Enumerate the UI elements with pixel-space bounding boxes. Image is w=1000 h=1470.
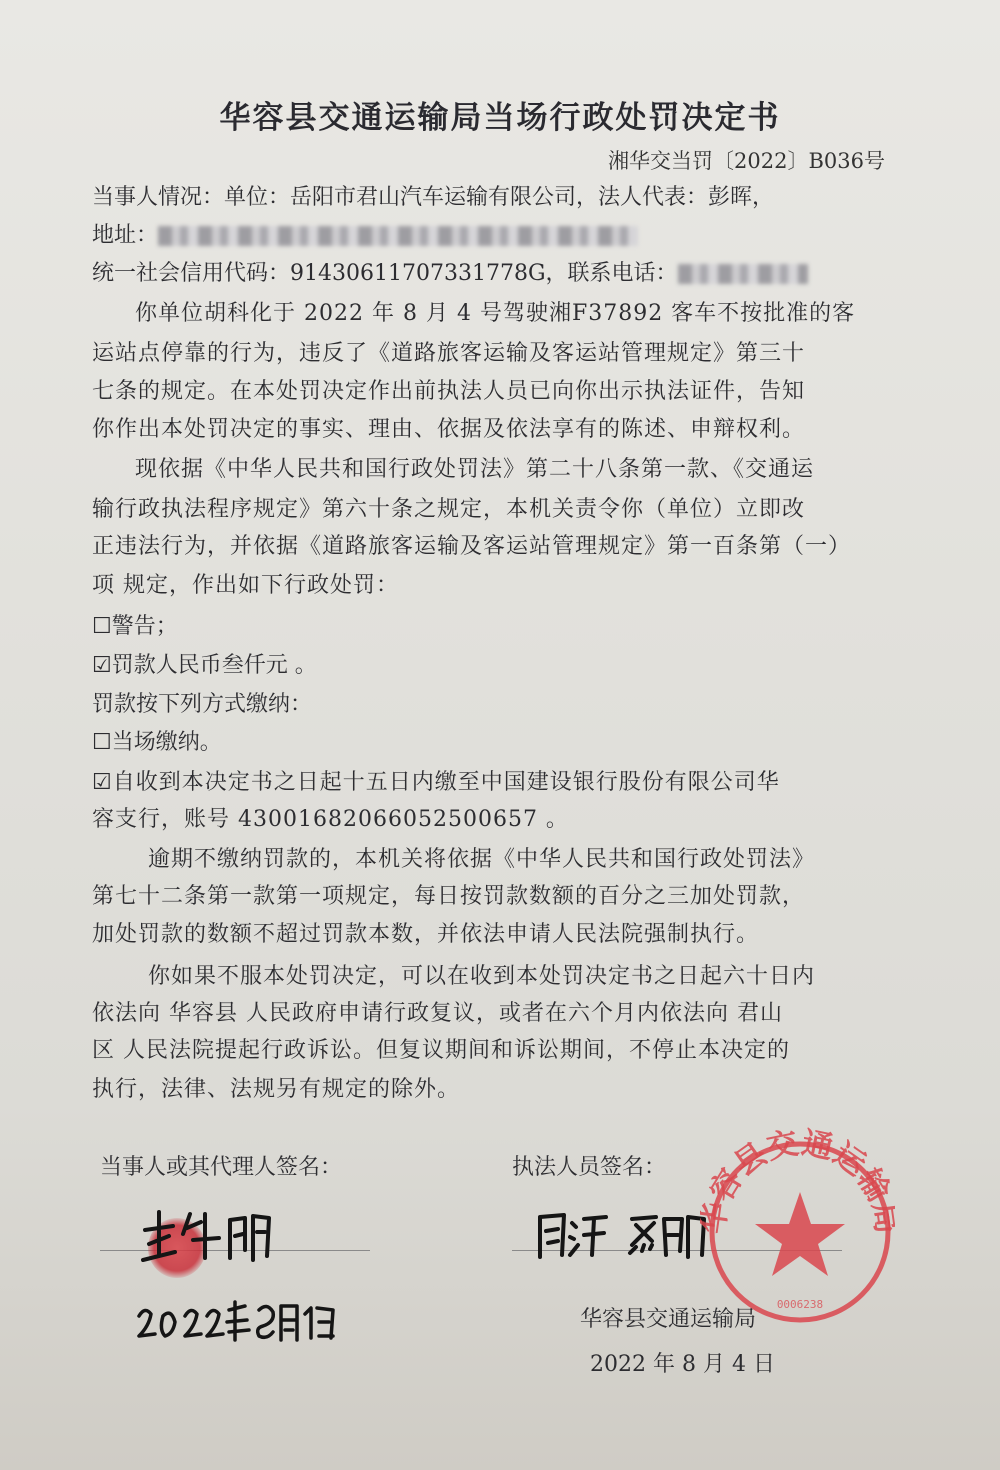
para2-line: 输行政执法程序规定》第六十条之规定，本机关责令你（单位）立即改: [92, 497, 806, 522]
seal-text: 容县交通运输: [703, 1125, 895, 1208]
para3-line: 逾期不缴纳罚款的，本机关将依据《中华人民共和国行政处罚法》: [148, 847, 816, 872]
para3-line: 第七十二条第一款第一项规定，每日按罚款数额的百分之三加处罚款，: [92, 884, 806, 909]
option-fine: ☑罚款人民币叁仟元 。: [92, 653, 317, 678]
payment-heading: 罚款按下列方式缴纳：: [92, 692, 313, 717]
credit-code-text: 统一社会信用代码：91430611707331778G，联系电话：: [92, 261, 678, 286]
party-signature: [135, 1200, 285, 1270]
para4-line: 依法向 华容县 人民政府申请行政复议，或者在六个月内依法向 君山: [92, 1001, 783, 1026]
issuing-authority: 华容县交通运输局: [580, 1307, 757, 1332]
party-signature-label: 当事人或其代理人签名：: [100, 1155, 343, 1180]
para4-line: 区 人民法院提起行政诉讼。但复议期间和诉讼期间，不停止本决定的: [92, 1038, 790, 1063]
option-warning: ☐警告；: [92, 614, 178, 639]
option-bank-line: 容支行，账号 43001682066052500657 。: [92, 807, 569, 832]
seal-code: 0006238: [776, 1298, 824, 1311]
officer-signature: [532, 1205, 712, 1265]
party-sign-date: [135, 1292, 345, 1352]
document-title: 华容县交通运输局当场行政处罚决定书: [219, 100, 781, 136]
para1-line: 运站点停靠的行为，违反了《道路旅客运输及客运站管理规定》第三十: [92, 341, 806, 366]
redacted-address: [158, 226, 638, 246]
para3-line: 加处罚款的数额不超过罚款本数，并依法申请人民法院强制执行。: [92, 922, 760, 947]
para2-line: 现依据《中华人民共和国行政处罚法》第二十八条第一款、《交通运: [135, 457, 815, 482]
party-info-line: 当事人情况：单位：岳阳市君山汽车运输有限公司，法人代表：彭晖，: [92, 185, 775, 210]
credit-code-line: [92, 257, 808, 291]
para4-line: 你如果不服本处罚决定，可以在收到本处罚决定书之日起六十日内: [148, 964, 816, 989]
para1-line: 你单位胡科化于 2022 年 8 月 4 号驾驶湘F37892 客车不按批准的客: [135, 301, 856, 326]
document-number: 湘华交当罚〔2022〕B036号: [608, 149, 885, 173]
option-bank-line: ☑自收到本决定书之日起十五日内缴至中国建设银行股份有限公司华: [92, 770, 780, 795]
option-onsite: ☐当场缴纳。: [92, 730, 222, 755]
redacted-phone: [678, 264, 808, 284]
officer-signature-label: 执法人员签名：: [512, 1155, 667, 1180]
para4-line: 执行，法律、法规另有规定的除外。: [92, 1077, 461, 1102]
para1-line: 七条的规定。在本处罚决定作出前执法人员已向你出示执法证件，告知: [92, 379, 806, 404]
para2-line: 正违法行为，并依据《道路旅客运输及客运站管理规定》第一百条第（一）: [92, 534, 852, 559]
para1-line: 你作出本处罚决定的事实、理由、依据及依法享有的陈述、申辩权利。: [92, 417, 806, 442]
address-line: [92, 219, 638, 253]
issue-date: 2022 年 8 月 4 日: [590, 1352, 775, 1377]
para2-line: 项 规定，作出如下行政处罚：: [92, 573, 399, 598]
address-label: 地址：: [92, 223, 159, 248]
official-seal: [700, 1120, 895, 1330]
